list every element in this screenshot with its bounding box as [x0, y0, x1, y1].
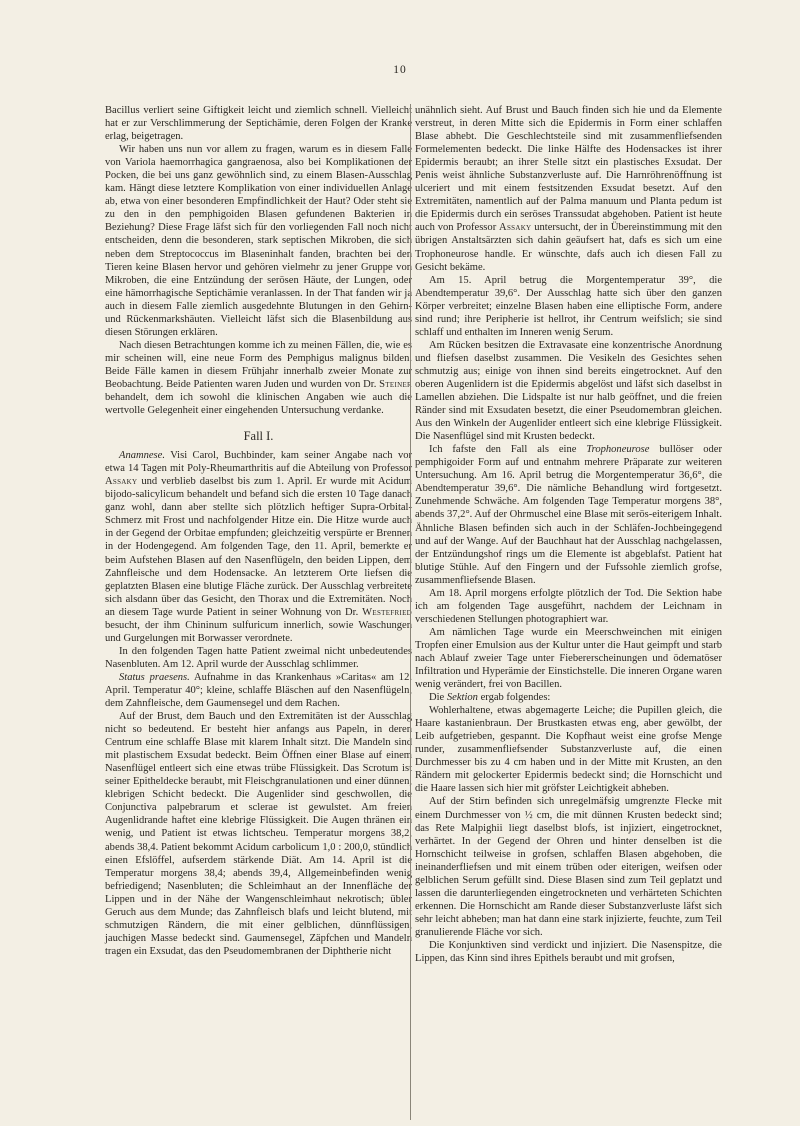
right-column [415, 104, 722, 965]
text-run: Aufnahme in das Krankenhaus »Caritas« am 12. April. Temperatur 40°; kleine, schlaffe Bläschen auf den Nasenflügeln, dem Zahnfleische, dem Gaumensegel und dem Rachen. [105, 671, 412, 710]
paragraph [415, 443, 722, 587]
author-name: Assaky [499, 222, 532, 234]
section-heading: Fall I. [243, 429, 274, 444]
text-run: bullöser oder pemphigoider Form auf und entnahm mehrere Präparate zur weiteren Untersuchung. Am 16. April betrug die Morgentemperatur 36,6°, die Abendtemperatur 39,6°. Die nämliche Behandlung wird fortgesetzt. Zunehmende Schwäche. Am folgenden Tage Temperatur morgens 38°, abends 37,2°. Auf der Ohrmuschel eine Blase mit serös-eiterigem Inhalt. Ähnliche Blasen befinden sich auch in der Schläfen-Jochbeingegend und auf der Wange. Auf der Bauchhaut hat der Ausschlag nachgelassen, der Entzündungshof rings um die Elemente ist abgeblafst. Patient hat blutige Stühle. Auf den Fingern und der Fufssohle ziemlich grofse, zusammenfliefsende Blasen. [415, 444, 722, 586]
paragraph [415, 691, 722, 704]
text-run: besucht, der ihm Chininum sulfuricum innerlich, sowie Waschungen und Gurgelungen mit Borwasser verordnete. [105, 619, 412, 644]
text-run: untersucht, der in Übereinstimmung mit den übrigen Anstaltsärzten sich dahin geäufsert hat, dafs es sich um eine Trophoneurose handle. Er wünschte, dafs auch ich diesen Fall zu Gesicht bekäme. [415, 222, 723, 273]
column-divider [410, 104, 411, 1120]
paragraph: Am Rücken besitzen die Extravasate eine konzentrische Anordnung und fliefsen daselbst zusammen. Die Vesikeln des Gesichtes sehen schmutzig aus; einige von ihnen sind bereits eingetrocknet. Auf den oberen Augenlidern ist die Epidermis abgelöst und läfst sich daselbst in Lamellen abziehen. Die Lidspalte ist nur halb geöffnet, und die freien Ränder sind mit Exsudaten besetzt, die einer Pseudomembran gleichen. Aus den Winkeln der Augenlider entleert sich eine klebrige Flüssigkeit. Die Nasenflügel sind mit Krusten bedeckt. [415, 339, 722, 443]
text-run: Visi Carol, Buchbinder, kam seiner Angabe nach vor etwa 14 Tagen mit Poly-Rheumarthritis auf die Abteilung von Professor [105, 450, 412, 475]
text-run: Nach diesen Betrachtungen komme ich zu meinen Fällen, die, wie es mir scheinen will, eine neue Form des Pemphigus malignus bilden. Beide Fälle kamen in diesem Frühjahr innerhalb zweier Monate zur Beobachtung. Beide Patienten waren Juden und wurden von Dr. [105, 339, 412, 390]
text-run: behandelt, dem ich sowohl die klinischen Angaben wie auch die wertvolle Gelegenheit einer eingehenden Untersuchung verdanke. [105, 392, 412, 417]
left-column [105, 104, 412, 958]
text-run: unähnlich sieht. Auf Brust und Bauch finden sich hie und da Elemente verstreut, in deren Mitte sich die Epidermis in Form einer schlaffen Blase abhebt. Die Geschlechtsteile sind mit zusammenfliefsenden Formelementen bedeckt. Die linke Hälfte des Hodensackes ist ihrer Epidermis beraubt; an ihrer Stelle sitzt ein plastisches Exsudat. Der Penis weist ähnliche Substanzverluste auf. Die Harnröhrenöffnung ist ulceriert und mit einem festsitzenden Exsudat besetzt. Auf den Extremitäten, namentlich auf der Palma manuum und Planta pedum ist die Epidermis durch ein seröses Transsudat abgehoben. Patient ist heute auch von Professor [415, 105, 722, 234]
page-number: 10 [393, 64, 407, 76]
text-run: Die [429, 692, 445, 704]
paragraph: Am 18. April morgens erfolgte plötzlich der Tod. Die Sektion habe ich am folgenden Tage ausgeführt, nachdem der Leichnam in verschiedenen Stellungen photographiert war. [415, 587, 722, 625]
paragraph: Bacillus verliert seine Giftigkeit leicht und ziemlich schnell. Vielleicht hat er zur Verschlimmerung der Septichämie, deren Folgen der Kranke erlag, beigetragen. [105, 105, 412, 143]
paragraph: Am nämlichen Tage wurde ein Meerschweinchen mit einigen Tropfen einer Emulsion aus der Kultur unter die Haut geimpft und starb nach Ablauf zweier Tage unter Fiebererscheinungen und ödematöser Infiltration und Hyperämie der Einstichstelle. Die inneren Organe waren wenig verändert, frei von Bacillen. [415, 626, 722, 691]
paragraph: Auf der Stirn befinden sich unregelmäfsig umgrenzte Flecke mit einem Durchmesser von ½ cm, die mit dünnen Krusten bedeckt sind; das Rete Malpighii liegt daselbst blofs, ist injiziert, eingetrocknet, verhärtet. In der Gegend der Ohren und hinter denselben ist die Hornschicht teilweise in grofsen, schlaffen Blasen abgehoben, die ineinanderfliefsen und mit einem trüben oder eiterigen, weifsen oder gelblichen Serum gefüllt sind. Diese Blasen sind zum Teil geplatzt und lassen die darunterliegenden eingetrockneten und verhärteten Schichten erkennen. Die Hornschicht am Rande dieser Substanzverluste läfst sich sehr leicht abheben; man hat dann eine stark injizierte, feuchte, zum Teil granulierende Fläche vor sich. [415, 796, 722, 938]
paragraph [105, 449, 412, 645]
paragraph: In den folgenden Tagen hatte Patient zweimal nicht unbedeutendes Nasenbluten. Am 12. April wurde der Ausschlag schlimmer. [105, 645, 412, 670]
author-name: Steiner [379, 378, 412, 390]
paragraph: Wir haben uns nun vor allem zu fragen, warum es in diesem Falle von Variola haemorrhagica gangraenosa, also bei Komplikationen der Pocken, die bei uns ganz gewöhnlich sind, zu einem Blasen-Ausschlag kam. Hängt diese letztere Komplikation von einer individuellen Anlage ab, etwa von einer besonderen Empfindlichkeit der Haut? Oder steht sie zu den in den pemphigoiden Blasen gefundenen Bakterien in Beziehung? Diese Frage läfst sich für den vorliegenden Fall noch nicht entscheiden, denn die besonderen, stark septischen Mikroben, die sich neben dem Streptococcus im Blaseninhalt fanden, brachten bei den Tieren keine Blasen hervor und gehören vielmehr zu jener Gruppe von Mikroben, die eine Entzündung der serösen Häute, der Lungen, oder eine hämorrhagische Septichämie veranlassen. In der That fanden wir ja auch in diesem Falle ziemlich ausgedehnte Blutungen in den Gehirn- und Rückenmarkshäuten. Vielleicht läfst sich die Blasenbildung aus diesen Störungen erklären. [105, 144, 412, 338]
author-name: Assaky [105, 476, 138, 488]
emphasized-term: Trophoneurose [586, 444, 650, 456]
paragraph: Die Konjunktiven sind verdickt und injiziert. Die Nasenspitze, die Lippen, das Kinn sind ihres Epithels beraubt und mit grofsen, [415, 940, 722, 965]
paragraph: Wohlerhaltene, etwas abgemagerte Leiche; die Pupillen gleich, die Haare kastanienbraun. Der Brustkasten etwas eng, aber gewölbt, der Leib aufgetrieben, gespannt. Die Kopfhaut weist eine grofse Menge runder, zusammenfliefsender Substanzverluste auf, die einen Durchmesser bis zu 4 cm haben und in der Mitte mit Krusten, an den Rändern mit gelockerter Epidermis bedeckt sind; die Hornschicht und die Haare lassen sich hier mit gröfster Leichtigkeit abheben. [415, 705, 722, 795]
paragraph [415, 104, 722, 274]
run-in-label: Anamnese. [119, 450, 165, 462]
text-run: Ich fafste den Fall als eine [429, 444, 577, 456]
paragraph: Auf der Brust, dem Bauch und den Extremitäten ist der Ausschlag nicht so bedeutend. Er besteht hier anfangs aus Papeln, in deren Centrum eine schlaffe Blase mit klarem Inhalt sitzt. Die Mandeln sind mit plastischem Exsudat bedeckt. Beim Öffnen einer Blase auf einem Nasenflügel entleert sich eine etwas trübe Flüssigkeit. Das Scrotum ist seiner Epitheldecke beraubt, mit Fleischgranulationen und einer dünnen, klebrigen Schicht bedeckt. Die Augenlider sind geschwollen, die Conjunctiva palpebrarum et sclerae ist gewulstet. Am freien Augenlidrande haftet eine klebrige Flüssigkeit. Die Augen thränen ein wenig, und Patient ist etwas lichtscheu. Temperatur morgens 38,2, abends 38,4. Patient bekommt Acidum carbolicum 1,0 : 200,0, stündlich einen Efslöffel, aufserdem stärkende Diät. Am 14. April ist die Temperatur morgens 38,4; abends 39,4, Allgemeinbefinden wenig befriedigend; Nasenbluten; die Schleimhaut an der Innenfläche der Lippen und in der Nähe der Wangenschleimhaut nekrotisch; übler Geruch aus dem Munde; das Zahnfleisch blafs und leicht blutend, mit schmutzigen Rändern, die mit einer gelblichen, dünnflüssigen, jauchigen Masse bedeckt sind. Gaumensegel, Zäpfchen und Mandeln tragen ein Exsudat, das den Pseudomembranen der Diphtherie nicht [105, 711, 412, 957]
paragraph [105, 671, 412, 710]
paragraph: Am 15. April betrug die Morgentemperatur 39°, die Abendtemperatur 39,6°. Der Ausschlag hatte sich über den ganzen Körper verbreitet; einzelne Blasen haben eine elliptische Form, andere sind rund; ihre Peripherie ist hellrot, ihr Centrum weifslich; sie sind schlaff und enthalten im Inneren wenig Serum. [415, 274, 722, 338]
paragraph [105, 339, 412, 417]
author-name: Westefried [362, 606, 413, 618]
emphasized-term: Sektion [446, 692, 478, 704]
run-in-label: Status praesens. [119, 671, 190, 683]
text-run: und verblieb daselbst bis zum 1. April. Er wurde mit Acidum bijodo-salicylicum behandelt und befand sich die ersten 10 Tage danach ganz wohl, dann aber stellte sich plötzlich heftiger Supra-Orbital-Schmerz mit Frost und nachfolgender Hitze ein. Die Hitze wurde auch in der Gegend der Orbitae empfunden; gleichzeitig verspürte er Brennen in der Hodengegend. Am folgenden Tage, den 11. April, bemerkte er beim Aufstehen Blasen auf den Nasenflügeln, den beiden Lippen, dem Zahnfleische und dem Hodensacke. An letzterem Orte liefsen die geplatzten Blasen eine blutige Fläche zurück. Der Ausschlag verbreitete sich alsdann über das Gesicht, den Thorax und die Extremitäten. Noch an diesem Tage wurde Patient in seiner Wohnung von Dr. [105, 476, 412, 618]
text-run: ergab folgendes: [480, 692, 551, 704]
